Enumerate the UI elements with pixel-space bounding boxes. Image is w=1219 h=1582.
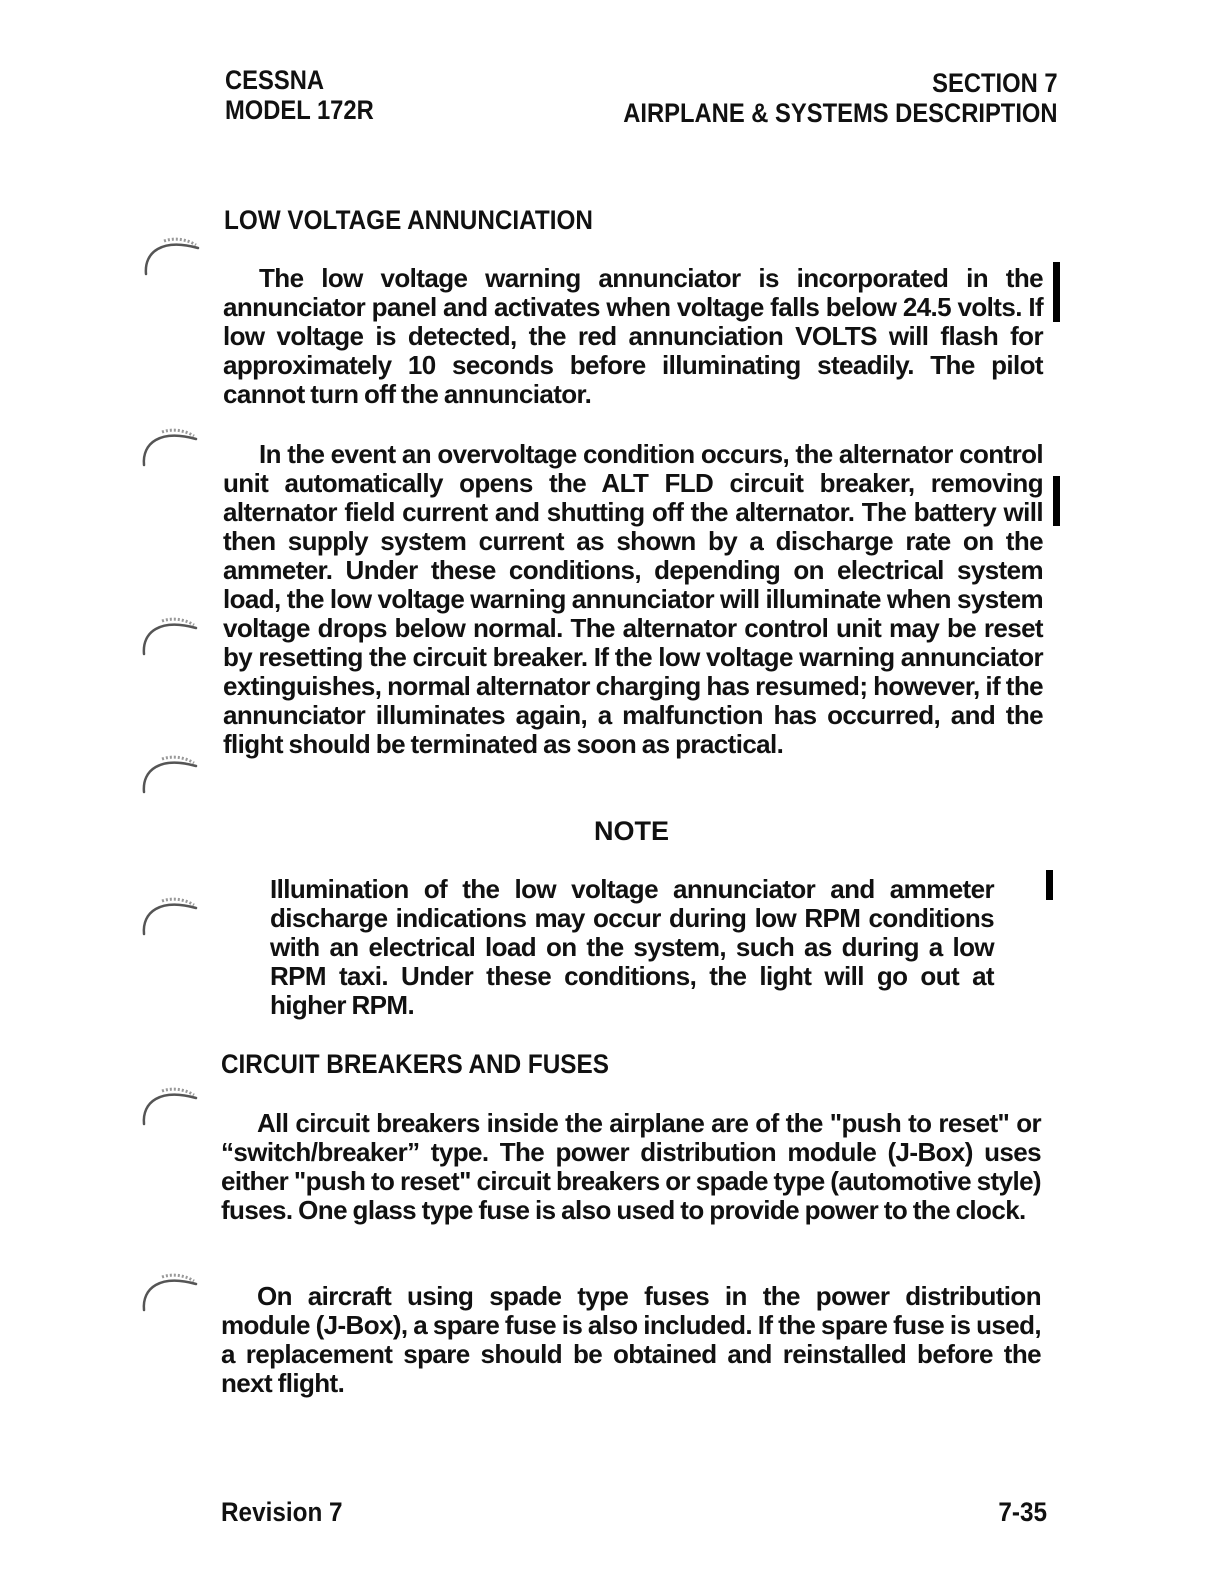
binding-hole-mark — [138, 1082, 202, 1126]
revision-change-bar — [1053, 476, 1060, 526]
page-header-left — [225, 65, 374, 125]
circuit-breakers-paragraph-2-text: On aircraft using spade type fuses in the power distribution module (J-Box), a spare fuse is also included. If the spare fuse is used, a replacement spare should be obtained and reinstalled before the next flight. — [221, 1281, 1041, 1398]
manufacturer-label: CESSNA — [225, 65, 325, 95]
page-header-right — [624, 68, 1058, 128]
note-body — [270, 875, 994, 1020]
section-title: AIRPLANE & SYSTEMS DESCRIPTION — [623, 98, 1058, 128]
binding-hole-mark — [140, 232, 204, 276]
revision-label: Revision 7 — [221, 1497, 343, 1527]
binding-hole-mark — [138, 423, 202, 467]
page-number: 7-35 — [998, 1497, 1047, 1527]
circuit-breakers-paragraph-2 — [221, 1282, 1041, 1398]
binding-hole-mark — [138, 750, 202, 794]
low-voltage-paragraph-1-text: The low voltage warning annunciator is incorporated in the annunciator panel and activates when voltage falls below 24.5 volts. If low voltage is detected, the red annunciation VOLTS will flash for approximately 10 seconds before illuminating steadily. The pilot cannot turn off the annunciator. — [223, 263, 1043, 409]
note-text: Illumination of the low voltage annunciator and ammeter discharge indications may occur during low RPM conditions with an electrical load on the system, such as during a low RPM taxi. Under these conditions, the light will go out at higher RPM. — [270, 874, 994, 1020]
model-label: MODEL 172R — [225, 95, 374, 125]
circuit-breakers-paragraph-1-text: All circuit breakers inside the airplane are of the "push to reset" or “switch/breaker” type. The power distribution module (J-Box) uses either "push to reset" circuit breakers or spade type (automotive style) fuses. One glass type fuse is also used to provide power to the clock. — [221, 1108, 1041, 1225]
revision-change-bar — [1053, 262, 1060, 322]
binding-hole-mark — [138, 892, 202, 936]
circuit-breakers-heading: CIRCUIT BREAKERS AND FUSES — [221, 1049, 609, 1079]
circuit-breakers-paragraph-1 — [221, 1109, 1041, 1225]
section-label: SECTION 7 — [932, 68, 1058, 98]
note-title: NOTE — [593, 816, 669, 846]
low-voltage-heading: LOW VOLTAGE ANNUNCIATION — [224, 205, 593, 235]
binding-hole-mark — [138, 1268, 202, 1312]
low-voltage-paragraph-2-text: In the event an overvoltage condition occurs, the alternator control unit automatically opens the ALT FLD circuit breaker, removing alternator field current and shutting off the alternator. The battery will then supply system current as shown by a discharge rate on the ammeter. Under these conditions, depending on electrical system load, the low voltage warning annunciator will illuminate when system voltage drops below normal. The alternator control unit may be reset by resetting the circuit breaker. If the low voltage warning annunciator extinguishes, normal alternator charging has resumed; however, if the annunciator illuminates again, a malfunction has occurred, and the flight should be terminated as soon as practical. — [223, 439, 1043, 759]
revision-change-bar — [1046, 870, 1053, 900]
low-voltage-paragraph-2 — [223, 440, 1043, 759]
low-voltage-paragraph-1 — [223, 264, 1043, 409]
binding-hole-mark — [138, 612, 202, 656]
